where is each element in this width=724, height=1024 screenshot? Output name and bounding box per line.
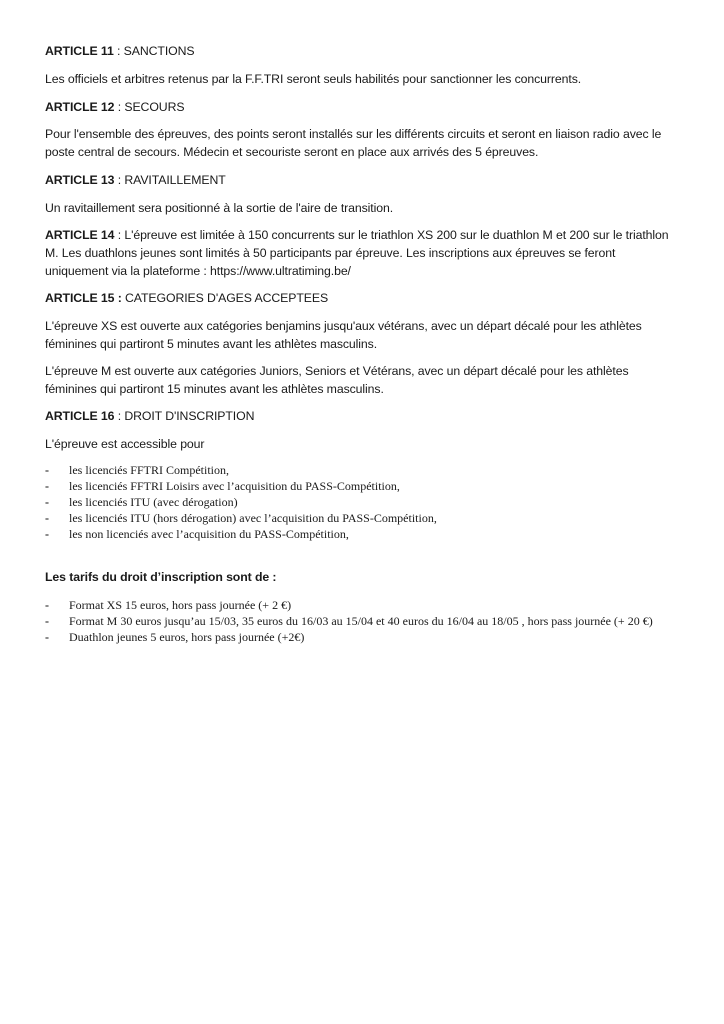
- bullet-dash: -: [45, 495, 49, 509]
- bullet-dash: -: [45, 630, 49, 644]
- fee-list-item: [45, 630, 304, 645]
- article-16-body: L'épreuve est accessible pour: [45, 437, 205, 451]
- article-title: SECOURS: [124, 100, 185, 114]
- article-label: ARTICLE 14: [45, 228, 115, 242]
- article-title: DROIT D'INSCRIPTION: [124, 409, 255, 423]
- article-14-text: L'épreuve est limitée à 150 concurrents sur le triathlon XS 200 sur le duathlon M et 200 sur le triathlon: [124, 228, 669, 242]
- article-12-body-line: poste central de secours. Médecin et secouriste seront en place aux arrivés des 5 épreuves.: [45, 145, 539, 159]
- article-15-paragraph-line: L'épreuve M est ouverte aux catégories Juniors, Seniors et Vétérans, avec un départ décalé pour les athlètes: [45, 364, 629, 378]
- article-title: CATEGORIES D'AGES ACCEPTEES: [125, 291, 329, 305]
- article-separator: :: [114, 228, 125, 242]
- article-13-heading: [45, 172, 685, 189]
- eligibility-list-item: [45, 495, 238, 510]
- article-13-body: Un ravitaillement sera positionné à la sortie de l'aire de transition.: [45, 201, 394, 215]
- list-item-text: Format XS 15 euros, hors pass journée (+ 2 €): [69, 598, 292, 612]
- bullet-dash: -: [45, 479, 49, 493]
- article-title: RAVITAILLEMENT: [124, 173, 226, 187]
- bullet-dash: -: [45, 527, 49, 541]
- article-label: ARTICLE 13: [45, 173, 115, 187]
- article-14-link-line: uniquement via la plateforme : https://www.ultratiming.be/: [45, 264, 351, 278]
- bullet-dash: -: [45, 511, 49, 525]
- article-14-line: [45, 227, 685, 244]
- list-item-text: les licenciés FFTRI Compétition,: [69, 463, 229, 477]
- list-item-text: les licenciés ITU (hors dérogation) avec l’acquisition du PASS-Compétition,: [69, 511, 437, 525]
- article-12-heading: [45, 99, 685, 116]
- article-separator: :: [114, 173, 125, 187]
- bullet-dash: -: [45, 463, 49, 477]
- article-15-paragraph-line: féminines qui partiront 5 minutes avant les athlètes masculins.: [45, 337, 378, 351]
- article-separator: :: [114, 409, 125, 423]
- list-item-text: Duathlon jeunes 5 euros, hors pass journée (+2€): [69, 630, 305, 644]
- article-11-body: Les officiels et arbitres retenus par la F.F.TRI seront seuls habilités pour sanctionner les concurrents.: [45, 72, 582, 86]
- eligibility-list-item: [45, 511, 437, 526]
- list-item-text: les licenciés FFTRI Loisirs avec l’acquisition du PASS-Compétition,: [69, 479, 400, 493]
- article-12-body-line: Pour l'ensemble des épreuves, des points seront installés sur les différents circuits et seront en liaison radio avec le: [45, 127, 662, 141]
- fee-list-item: [45, 598, 291, 613]
- bullet-dash: -: [45, 614, 49, 628]
- article-15-paragraph-line: L'épreuve XS est ouverte aux catégories benjamins jusqu'aux vétérans, avec un départ décalé pour les athlètes: [45, 319, 642, 333]
- list-item-text: les licenciés ITU (avec dérogation): [69, 495, 238, 509]
- article-15-paragraph-line: féminines qui partiront 15 minutes avant les athlètes masculins.: [45, 382, 384, 396]
- article-14-line: M. Les duathlons jeunes sont limités à 50 participants par épreuve. Les inscriptions aux épreuves se feront: [45, 246, 616, 260]
- article-16-heading: [45, 408, 685, 425]
- article-label: ARTICLE 11: [45, 44, 114, 58]
- article-label: ARTICLE 12: [45, 100, 115, 114]
- list-item-text: Format M 30 euros jusqu’au 15/03, 35 euros du 16/03 au 15/04 et 40 euros du 16/04 au 18/05 , hors pass journée (+ 20 €): [69, 614, 653, 628]
- article-title: SANCTIONS: [123, 44, 195, 58]
- eligibility-list-item: [45, 479, 400, 494]
- fees-title: Les tarifs du droit d’inscription sont de :: [45, 570, 277, 584]
- article-label: ARTICLE 16: [45, 409, 115, 423]
- article-11-heading: [45, 43, 685, 60]
- bullet-dash: -: [45, 598, 49, 612]
- article-label: ARTICLE 15 :: [45, 291, 122, 305]
- article-15-heading: [45, 290, 685, 307]
- eligibility-list-item: [45, 463, 229, 478]
- article-separator: :: [113, 44, 124, 58]
- eligibility-list-item: [45, 527, 349, 542]
- article-separator: :: [114, 100, 125, 114]
- fee-list-item: [45, 614, 653, 629]
- list-item-text: les non licenciés avec l’acquisition du PASS-Compétition,: [69, 527, 349, 541]
